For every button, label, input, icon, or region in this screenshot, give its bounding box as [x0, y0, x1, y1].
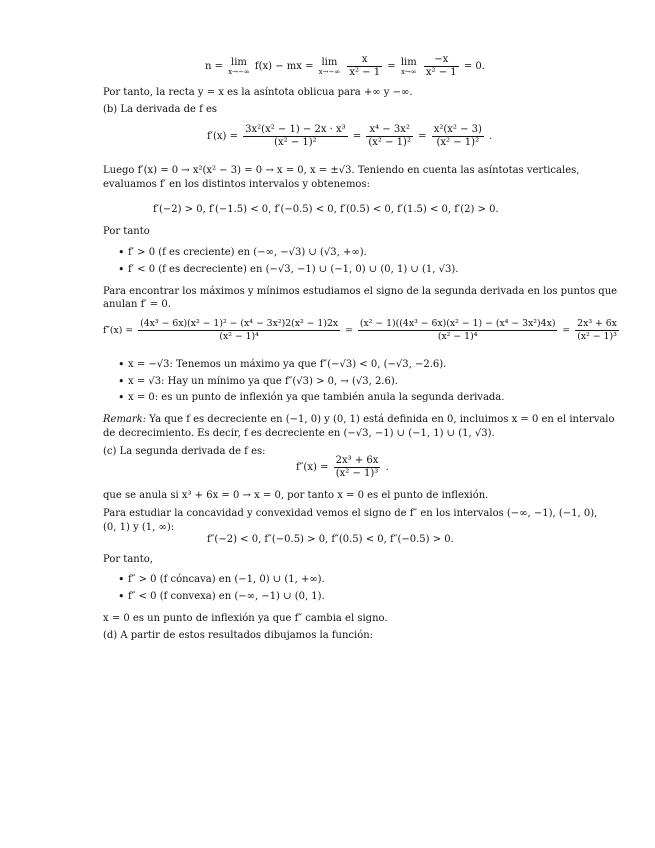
paragraph-remark-cont: de decrecimiento. Es decir, f es decreciente en (−√3, −1) ∪ (−1, 1) ∪ (1, √3).	[103, 428, 495, 439]
paragraph-therefore-2: Por tanto,	[103, 554, 153, 565]
paragraph-drawing-intro: (d) A partir de estos resultados dibujamos la función:	[103, 630, 374, 641]
denominator: x² − 1	[349, 67, 381, 78]
fraction	[358, 318, 558, 343]
equation-second-derivative	[296, 455, 389, 480]
numerator: x²(x² − 3)	[433, 124, 482, 135]
remark-label: Remark:	[103, 414, 147, 425]
numerator: 2x³ + 6x	[335, 455, 379, 466]
list-item-minimum: x = √3: Hay un mínimo ya que f″(√3) > 0, → (√3, 2.6).	[128, 376, 398, 387]
numerator: x	[347, 54, 382, 67]
list-item-decreasing: f′ < 0 (f es decreciente) en (−√3, −1) ∪ (−1, 0) ∪ (0, 1) ∪ (1, √3).	[128, 264, 459, 275]
eq-text: =	[352, 131, 365, 142]
eq-text: .	[385, 462, 389, 473]
paragraph-therefore: Por tanto	[103, 226, 150, 237]
equation-first-derivative	[207, 124, 492, 149]
paragraph-remark	[103, 413, 615, 426]
paragraph-derivative-intro: (b) La derivada de f es	[103, 104, 218, 115]
paragraph-concavity: Para estudiar la concavidad y convexidad vemos el signo de f″ en los intervalos (−∞, −1), (−1, 0),	[103, 508, 598, 519]
paragraph-inflection-sign: x = 0 es un punto de inflexión ya que f″ cambia el signo.	[103, 613, 388, 624]
paragraph-inflection-point: que se anula si x³ + 6x = 0 → x = 0, por tanto x = 0 es el punto de inflexión.	[103, 490, 489, 501]
paragraph-extrema: Para encontrar los máximos y mínimos estudiamos el signo de la segunda derivada en los puntos que	[103, 286, 618, 297]
paragraph-concavity-cont: (0, 1) y (1, ∞):	[103, 522, 175, 533]
denominator: (x² − 1)³	[577, 331, 617, 342]
paragraph-critical-points: Luego f′(x) = 0 → x²(x² − 3) = 0 → x = 0, x = ±√3. Teniendo en cuenta las asíntotas verticales,	[103, 165, 580, 176]
numerator: x⁴ − 3x²	[366, 124, 413, 137]
denominator: (x² − 1)³	[335, 468, 379, 479]
paragraph-oblique-asymptote: Por tanto, la recta y = x es la asíntota oblicua para +∞ y −∞.	[103, 87, 413, 98]
lim-text: lim	[321, 57, 338, 68]
lim-text: lim	[231, 57, 247, 68]
eq-text: =	[345, 325, 356, 336]
eq-text: =	[562, 325, 574, 336]
equation-oblique-intercept	[205, 54, 485, 79]
denominator: (x² − 1)⁴	[219, 331, 259, 342]
eq-text: f′(x) =	[207, 131, 242, 142]
paragraph-critical-points-cont: evaluamos f′ en los distintos intervalos y obtenemos:	[103, 179, 370, 190]
paragraph-extrema-cont: anulan f′ = 0.	[103, 299, 171, 310]
eq-text: =	[418, 131, 430, 142]
bullet: •	[118, 573, 125, 586]
denominator: (x² − 1)⁴	[437, 331, 478, 342]
paragraph-second-derivative-intro: (c) La segunda derivada de f es:	[103, 446, 266, 457]
remark-text: Ya que f es decreciente en (−1, 0) y (0, 1) está definida en 0, incluimos x = 0 en el intervalo	[146, 414, 615, 425]
limit	[401, 57, 417, 76]
fraction	[424, 54, 459, 79]
denominator: (x² − 1)²	[368, 137, 411, 148]
bullet: •	[118, 246, 125, 259]
eq-text: f″(x) =	[296, 462, 332, 473]
list-item-maximum: x = −√3: Tenemos un máximo ya que f″(−√3) < 0, (−√3, −2.6).	[128, 359, 447, 370]
lim-sub: x→∞	[400, 68, 417, 76]
lim-sub: x→−∞	[228, 68, 250, 76]
numerator: 2x³ + 6x	[577, 318, 617, 329]
equation-second-derivative-signs: f″(−2) < 0, f″(−0.5) > 0, f″(0.5) < 0, f″(−0.5) > 0.	[207, 534, 454, 545]
fraction	[432, 124, 484, 149]
denominator: (x² − 1)²	[436, 137, 480, 148]
limit	[228, 57, 250, 76]
equation-derivative-signs: f′(−2) > 0, f′(−1.5) < 0, f′(−0.5) < 0, f′(0.5) < 0, f′(1.5) < 0, f′(2) > 0.	[153, 204, 499, 215]
list-item-increasing: f′ > 0 (f es creciente) en (−∞, −√3) ∪ (√3, +∞).	[128, 247, 367, 258]
eq-text: .	[489, 131, 493, 142]
eq-text: = 0.	[463, 61, 485, 72]
numerator: (x² − 1)((4x³ − 6x)(x² − 1) − (x⁴ − 3x²)4x)	[359, 318, 556, 329]
eq-text: f″(x) =	[103, 325, 137, 336]
list-item-concave: f″ > 0 (f cóncava) en (−1, 0) ∪ (1, +∞).	[128, 574, 325, 585]
fraction	[347, 54, 382, 79]
fraction	[366, 124, 413, 149]
bullet: •	[118, 590, 125, 603]
fraction	[243, 124, 347, 149]
equation-second-derivative-full	[103, 318, 621, 343]
bullet: •	[118, 391, 125, 404]
fraction	[334, 455, 381, 480]
fraction	[575, 318, 619, 343]
eq-text: =	[387, 61, 399, 72]
fraction	[138, 318, 340, 343]
bullet: •	[118, 375, 125, 388]
denominator: x² − 1	[425, 67, 457, 78]
lim-text: lim	[400, 57, 417, 68]
eq-text: f(x) − mx =	[254, 61, 317, 72]
limit	[319, 57, 341, 76]
numerator: 3x²(x² − 1) − 2x · x³	[245, 124, 346, 135]
numerator: −x	[424, 54, 459, 67]
numerator: (4x³ − 6x)(x² − 1)² − (x⁴ − 3x²)2(x² − 1)2x	[140, 318, 339, 329]
list-item-convex: f″ < 0 (f convexa) en (−∞, −1) ∪ (0, 1).	[128, 591, 325, 602]
bullet: •	[118, 358, 125, 371]
bullet: •	[118, 263, 125, 276]
eq-text: n =	[205, 61, 227, 72]
lim-sub: x→−∞	[318, 68, 341, 76]
denominator: (x² − 1)²	[274, 137, 317, 148]
list-item-inflection: x = 0: es un punto de inflexión ya que también anula la segunda derivada.	[128, 392, 505, 403]
